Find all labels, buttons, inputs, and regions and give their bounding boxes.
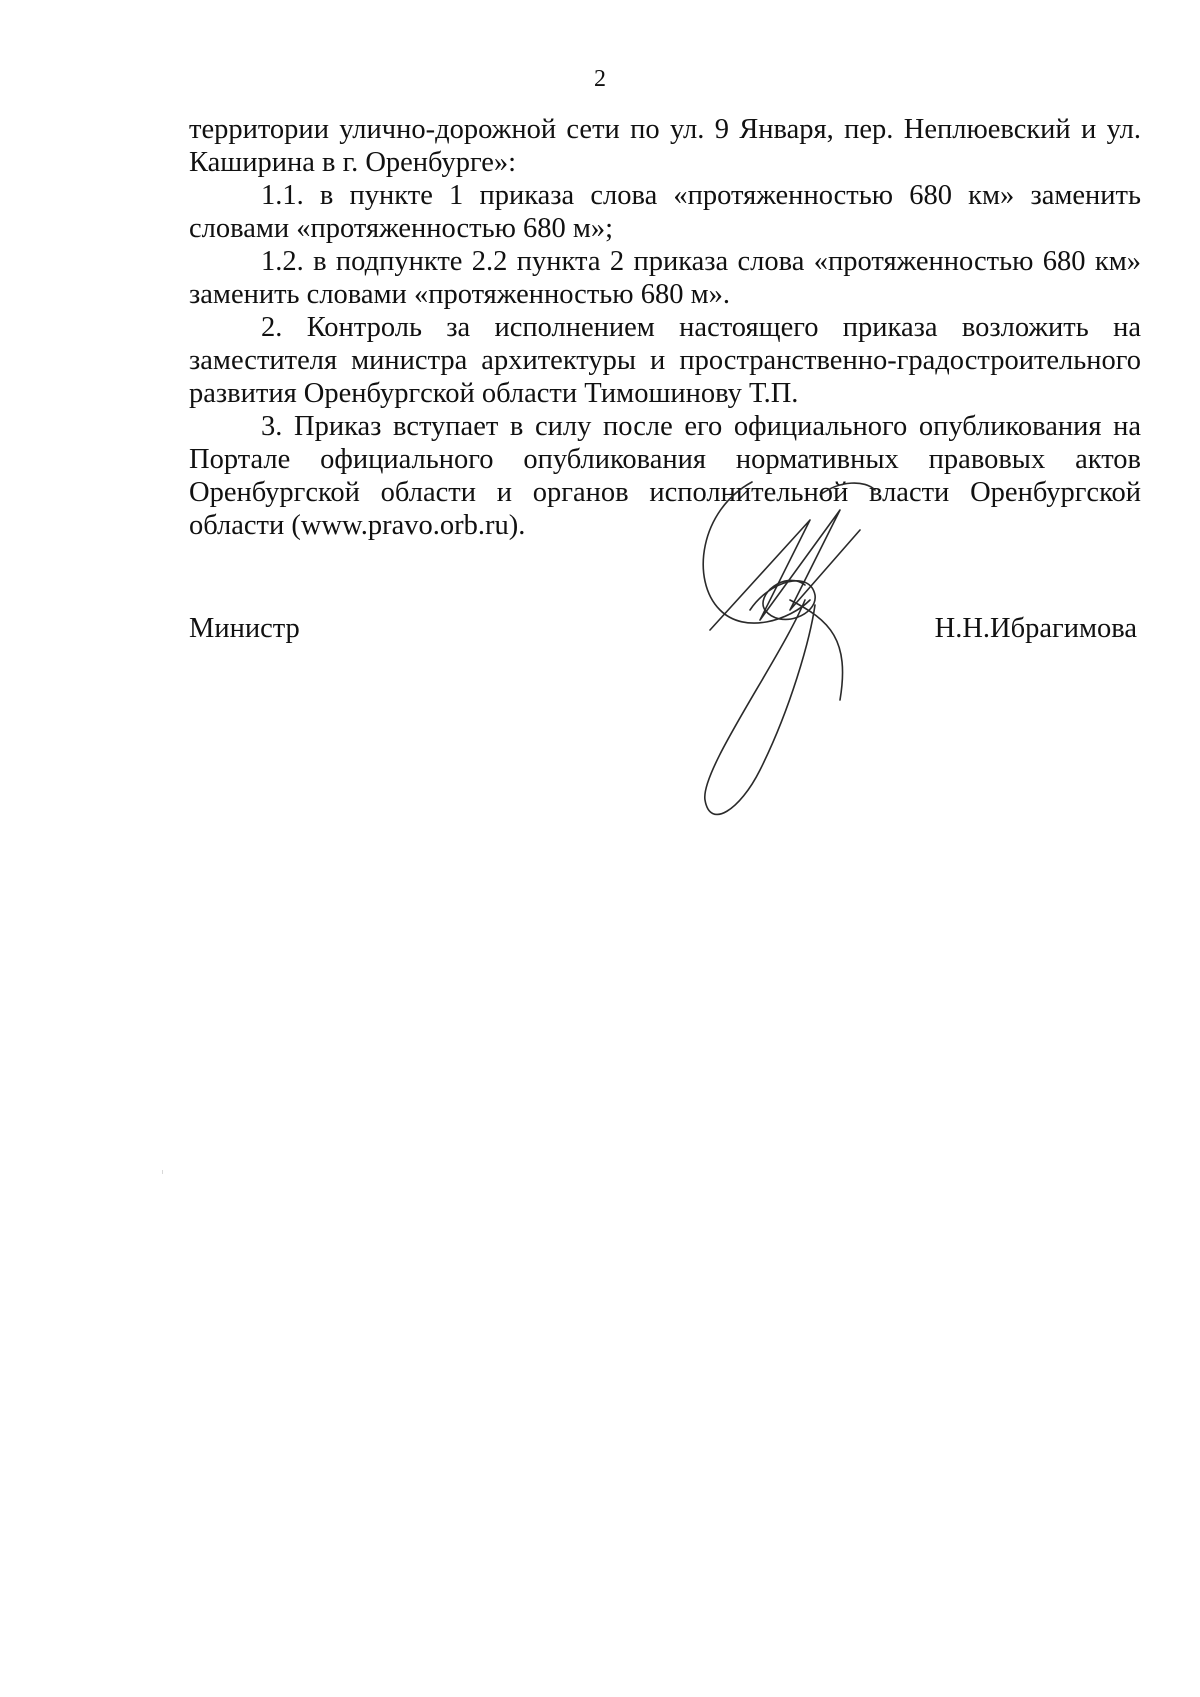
signer-name: Н.Н.Ибрагимова <box>934 613 1137 644</box>
signature-block <box>189 612 1137 648</box>
paragraph-item-1-2: 1.2. в подпункте 2.2 пункта 2 приказа слова «протяженностью 680 км» заменить словами «протяженностью 680 м». <box>189 246 1141 310</box>
paragraph-item-2: 2. Контроль за исполнением настоящего приказа возложить на заместителя министра архитектуры и пространственно-градостроительного развития Оренбургской области Тимошинову Т.П. <box>189 312 1141 409</box>
paragraph-continuation: территории улично-дорожной сети по ул. 9 Января, пер. Неплюевский и ул. Каширина в г. Оренбурге»: <box>189 114 1141 178</box>
paragraph-item-1-1: 1.1. в пункте 1 приказа слова «протяженностью 680 км» заменить словами «протяженностью 680 м»; <box>189 180 1141 244</box>
paragraph-item-3: 3. Приказ вступает в силу после его официального опубликования на Портале официального опубликования нормативных правовых актов Оренбургской области и органов исполнительной власти Оренбургской области (www.pravo.orb.ru). <box>189 411 1141 541</box>
document-body <box>189 113 1141 542</box>
page-number: 2 <box>594 66 606 92</box>
scan-artifact <box>162 1170 163 1174</box>
handwritten-signature <box>690 470 950 890</box>
signer-title: Министр <box>189 613 300 644</box>
